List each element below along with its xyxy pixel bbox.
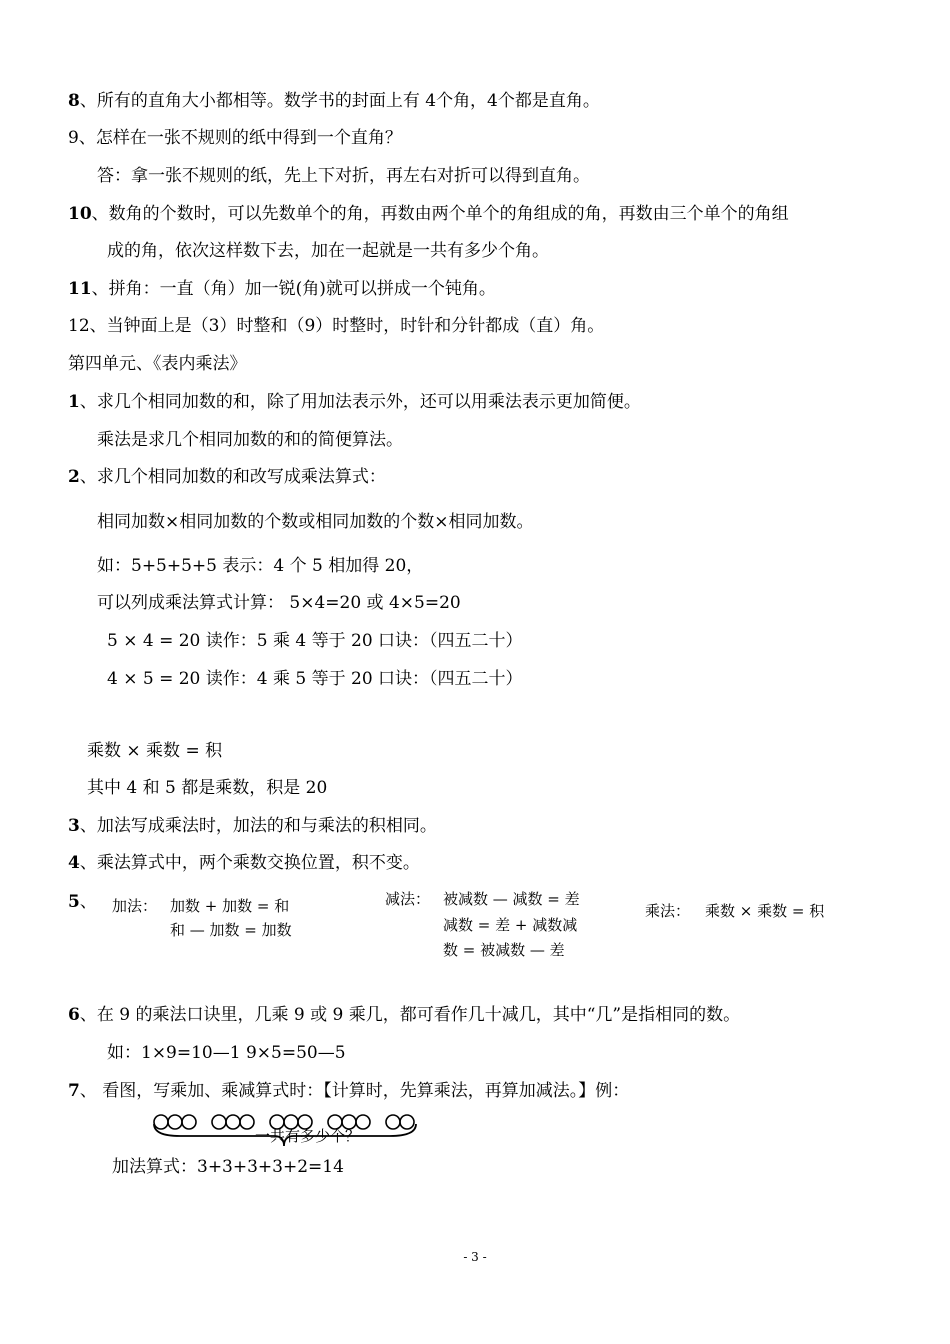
unit-heading: 第四单元、《表内乘法》 xyxy=(68,354,247,374)
item-11: 11、拼角：一直（角）加一锐(角)就可以拼成一个钝角。 xyxy=(68,279,496,299)
mul-label: 乘法： xyxy=(645,902,691,920)
item-2: 2、求几个相同加数的和改写成乘法算式： xyxy=(68,467,386,487)
item-5: 5、 xyxy=(68,892,97,912)
item-9: 9、怎样在一张不规则的纸中得到一个直角？ xyxy=(68,128,402,148)
sub-formula-1: 被减数 — 减数 = 差 xyxy=(443,890,580,908)
item-4: 4、乘法算式中，两个乘数交换位置，积不变。 xyxy=(68,853,420,873)
item-10: 10、数角的个数时，可以先数单个的角，再数由两个单个的角组成的角，再数由三个单个的角组 xyxy=(68,204,789,224)
item-8: 8、所有的直角大小都相等。数学书的封面上有 4个角，4个都是直角。 xyxy=(68,91,600,111)
sub-formula-3: 数 = 被减数 — 差 xyxy=(443,941,565,959)
circle-group-2 xyxy=(212,1115,254,1129)
example-line: 如：5+5+5+5 表示：4 个 5 相加得 20， xyxy=(97,556,424,576)
reading-2: 4 × 5 = 20 读作：4 乘 5 等于 20 口诀：（四五二十） xyxy=(107,669,523,689)
item-1: 1、求几个相同加数的和，除了用加法表示外，还可以用乘法表示更加简便。 xyxy=(68,392,641,412)
item-6-example: 如：1×9=10—1 9×5=50—5 xyxy=(107,1043,346,1063)
page-number: - 3 - xyxy=(463,1250,487,1264)
item-2-rule: 相同加数×相同加数的个数或相同加数的个数×相同加数。 xyxy=(97,512,534,532)
add-formula-2: 和 — 加数 = 加数 xyxy=(170,921,292,939)
mul-formula-1: 乘数 × 乘数 = 积 xyxy=(705,902,825,920)
figure-caption: 一共有多少个？ xyxy=(255,1127,361,1145)
example-equations: 可以列成乘法算式计算： 5×4=20 或 4×5=20 xyxy=(97,593,461,613)
item-9-answer: 答：拿一张不规则的纸，先上下对折，再左右对折可以得到直角。 xyxy=(97,166,590,186)
circle-group-1 xyxy=(154,1115,196,1129)
item-1-note: 乘法是求几个相同加数的和的简便算法。 xyxy=(97,430,403,450)
add-formula-1: 加数 + 加数 = 和 xyxy=(170,897,290,915)
item-6: 6、在 9 的乘法口诀里，几乘 9 或 9 乘几，都可看作几十减几，其中“几”是指相同的数。 xyxy=(68,1005,741,1025)
item-10-cont: 成的角，依次这样数下去，加在一起就是一共有多少个角。 xyxy=(107,241,549,261)
circle-group-5 xyxy=(386,1115,414,1129)
item-7: 7、 看图，写乘加、乘减算式时：【计算时，先算乘法，再算加减法。】例： xyxy=(68,1081,630,1101)
addition-equation: 加法算式：3+3+3+3+2=14 xyxy=(112,1157,344,1177)
sub-formula-2: 减数 = 差 + 减数减 xyxy=(443,916,578,934)
item-3: 3、加法写成乘法时，加法的和与乘法的积相同。 xyxy=(68,816,437,836)
item-12: 12、当钟面上是（3）时整和（9）时整时，时针和分针都成（直）角。 xyxy=(68,316,605,336)
reading-1: 5 × 4 = 20 读作：5 乘 4 等于 20 口诀：（四五二十） xyxy=(107,631,523,651)
factor-note: 其中 4 和 5 都是乘数，积是 20 xyxy=(87,778,328,798)
product-formula: 乘数 × 乘数 = 积 xyxy=(87,741,223,761)
sub-label: 减法： xyxy=(385,890,431,908)
add-label: 加法： xyxy=(112,897,158,915)
